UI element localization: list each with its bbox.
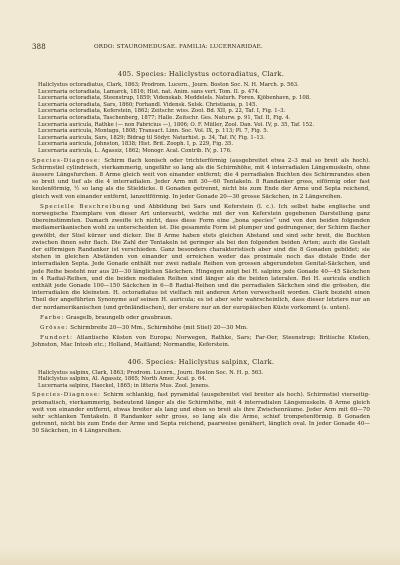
synonym-line: Lucernaria auricula, Rathke (— non Fabricius —), 1806; O. F. Müller, Zool. Dan. Vol. IV, p. 35, Taf. 152. (38, 121, 315, 128)
diagnose-text: Schirm flach konisch oder trichterförmig (ausgebreitet etwa 2–3 mal so breit als hoch). Schirmstiel cylindrisch, vierkammerig, ungefähr so lang als die Schirmhöhe, mit 4 interradialen Längsmuskeln, ohne äussere Längsfurchen. 8 Arme gleich weit von einander entfernt; die 4 perradialen Buchten des Schirmrandes eben so breit und tief als die 4 interradialen. Jeder Arm mit 30—60 Tentakeln. 8 Randanker gross, eiförmig oder fast keulenförmig, ½ so lang als die Stieldicke. 8 Gonaden getrennt, nicht bis zum Ende der Arme und Septa reichend, gleich weit von einander entfernt, lanzettförmig. In jeder Gonade 20—30 grosse Säckchen, in 2 Längsreihen. (32, 157, 370, 200)
species-406-synonyms (32, 370, 370, 390)
beschreibung-label: Specielle Beschreibung (40, 203, 131, 210)
running-title: ORDO: STAUROMEDUSAE. FAMILIA: LUCERNARIDAE. (94, 44, 263, 50)
page-edge (0, 547, 400, 565)
fundort-label: Fundort: (40, 335, 73, 342)
diagnose-label: Species-Diagnose: (32, 157, 101, 164)
diagnose-label: Species-Diagnose: (32, 392, 101, 399)
farbe-text: Grasgelb, braungelb oder graubraun. (66, 314, 173, 321)
species-405-fundort (32, 335, 370, 349)
synonym-line: Lucernaria salpinx, Haeckel, 1865; in litteris Mus. Zool. Jenens. (38, 382, 210, 389)
synonym-line: Lucernaria auricula, Montagu, 1808; Transact. Linn. Soc. Vol. IX, p. 113; Pl. 7, Fig. 5. (38, 128, 269, 135)
synonym-line: Lucernaria octoradiata, Steenstrup, 1859; Videnskab. Meddelels. Naturh. Foren. Kjöbenhavn, p. 108. (38, 95, 311, 102)
species-405-farbe (32, 315, 370, 322)
page-content (32, 70, 370, 436)
synonym-line: Lucernaria octoradiata, Keferstein, 1862; Zeitschr. wiss. Zool. Bd. XII, p. 22, Taf. I, Fig. 1–3. (38, 108, 286, 115)
farbe-label: Farbe: (40, 314, 65, 321)
synonym-line: Haliclystus octoradiatus, Clark, 1863; Prodrom. Lucern., Journ. Boston Soc. N. H. March. p. 563. (38, 82, 299, 88)
synonym-line: Lucernaria octoradiata, Taschenberg, 1877; Halle. Zeitschr. Ges. Naturw. p. 91, Taf. II, Fig. 4. (38, 114, 291, 121)
beschreibung-text: und Abbildung bei Sars und Keferstein (l. c.). Ich selbst habe englische und norwegische Exemplare von dieser Art untersucht, welche mit der von Keferstein gegebenen Darstellung ganz übereinstimmten. Damach zweifle ich nicht, dass diese Form eine „bona species“ und von den beiden folgenden mediamerikanischen wohl zu unterscheiden ist. Die gesammte Form ist plumper und gedrungener, der Schirm flacher gewölbt, der Stiel kürzer und dicker. Die 8 Arme haben stets gleichen Abstand und sind sehr breit, die Buchten zwischen ihnen sehr flach. Die Zahl der Tentakeln ist geringer als bei den folgenden beiden Arten; auch die Gestalt der eiförmigen Randanker ist verschieden. Ganz besonders charakteristisch aber sind die 8 Gonaden gebildet; sie stehen in gleichen Abständen von einander und erreichen weder das proximale noch das distale Ende der interradialen Septa. Jede Gonade enthält nur zwei radiale Reihen von grossen abgerundeten Genital-Säckchen, und jede Reihe besteht nur aus 20—30 länglichen Säckchen. Hingegen zeigt bei H. salpinx jede Gonade 40—45 Säckchen in 4 Radial-Reihen, und die beiden medialen Reihen sind länger als die beiden lateralen. Bei H. auricula endlich enthält jede Gonade 100—150 Säckchen in 6—8 Radial-Reihen und die perradialen Säckchen sind die grössten, die interradialen die kleinsten. H. octoradiatus ist vielfach mit anderen Arten verwechselt worden. Clark bezieht einen Theil der angeführten Synonyme auf seinen H. auricula; es ist aber sehr wahrscheinlich, dass dieser letztere nur an der nordamerikanischen (und grönländischen), der erstere nur an der europäischen Küste vorkommt (s. unten). (32, 203, 371, 311)
synonym-line: Haliclystus salpinx, Al. Agassiz, 1865; North Amer. Acal. p. 64. (38, 376, 207, 383)
page-number: 388 (32, 43, 46, 51)
synonym-line: Lucernaria auricula, Johnston, 1838; Hist. Brit. Zooph. I, p. 229, Fig. 35. (38, 141, 234, 148)
synonym-line: Lucernaria octoradiata, Sars, 1860; Forhandl. Vidensk. Selsk. Christiania, p. 145. (38, 101, 258, 108)
species-405-groesse (32, 325, 370, 332)
synonym-line: Lucernaria octoradiata, Lamarck, 1816; Hist. nat. Anim. sans vert. Tom. II. p. 474. (38, 88, 260, 95)
species-405-beschreibung (32, 204, 370, 312)
species-405-title: 405. Species: Haliclystus octoradiatus, Clark. (117, 70, 285, 78)
fundort-text: Atlantische Küsten von Europa; Norwegen, Rathke, Sars; Far-Oer, Steenstrup; Britische Küsten, Johnston, Mac Intosh etc.; Holland, Maitland; Normandie, Keferstein. (32, 335, 370, 349)
species-406-title: 406. Species: Haliclystus salpinx, Clark. (127, 357, 275, 366)
species-405-diagnose (32, 158, 370, 201)
groesse-label: Grösse: (40, 325, 69, 331)
groesse-text: Schirmbreite 20—30 Mm., Schirmhöhe (mit Stiel) 20—30 Mm. (70, 325, 248, 331)
synonym-line: Lucernaria auricula, Sars, 1829; Bidrag til Södyr. Naturhist. p. 34, Taf. IV, Fig. 1–13. (38, 134, 265, 141)
species-406-diagnose (32, 392, 370, 435)
diagnose-text: Schirm schlankig, fast pyramidal (ausgebreitet viel breiter als hoch). Schirmstiel vierseitig-prismatisch, vierkammerig, bedeutend länger als die Schirmhöhe, mit 4 interradialen Längsmuskeln. 8 Arme gleich weit von einander entfernt, etwas breiter als lang und eben so breit als ihre Zwischenräume. Jeder Arm mit 60—70 sehr schlanken Tentakeln. 8 Randanker sehr gross, so lang als die Arme, schief trompetenförmig. 8 Gonaden getrennt, nicht bis zum Ende der Arme und Septa reichend, paarweise genähert, länglich oval. In jeder Gonade 40—50 Säckchen, in 4 Längsreihen. (32, 392, 371, 435)
synonym-line: Lucernaria auricula, L. Agassiz, 1862; Monogr. Acal. Contrib. IV, p. 176. (38, 147, 232, 154)
species-405-synonyms (32, 82, 370, 155)
synonym-line: Haliclystus salpinx, Clark, 1863; Prodrom. Lucern., Journ. Boston Soc. N. H. p. 563. (38, 369, 264, 376)
